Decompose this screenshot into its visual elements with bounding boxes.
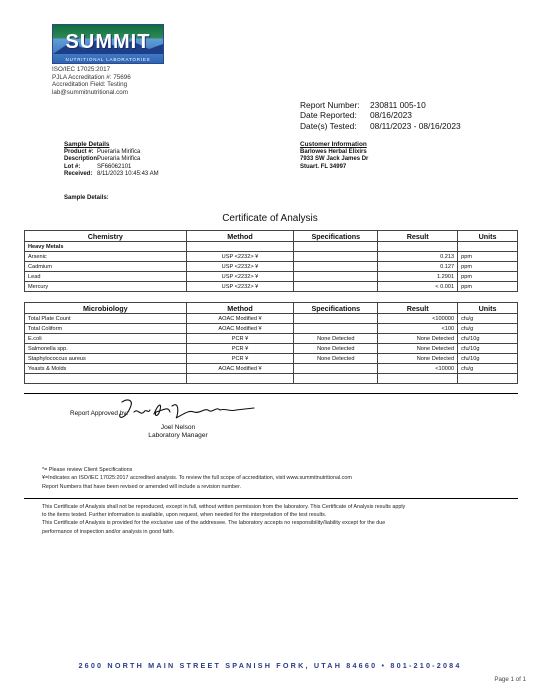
accreditation-info [52,66,131,96]
method-cell: AOAC Modified ¥ [186,314,294,324]
analyte-cell: Staphylococcus aureus [25,354,187,364]
result-cell: 1.2901 [378,272,458,282]
table-row [25,344,518,354]
method-cell: USP <2232> ¥ [186,272,294,282]
specifications-header: Specifications [294,303,378,314]
units-cell: ppm [458,262,518,272]
method-cell: USP <2232> ¥ [186,262,294,272]
report-number-label: Report Number: [300,100,360,110]
spec-cell [294,364,378,374]
method-header: Method [186,303,294,314]
chemistry-header-row [25,231,518,242]
table-row [25,262,518,272]
disclaimer-line: to the items tested. Further information is available, upon request, when needed for the interpretation of the test results. [42,512,327,519]
divider [24,393,518,394]
customer-info-title: Customer Information [300,141,367,148]
approver-name: Joel Nelson [160,424,196,431]
result-cell: <10000 [378,364,458,374]
microbiology-header: Microbiology [25,303,187,314]
analyte-cell: Cadmium [25,262,187,272]
method-cell: USP <2232> ¥ [186,282,294,292]
analyte-cell: Arsenic [25,252,187,262]
date-reported-label: Date Reported: [300,110,357,121]
result-cell: None Detected [378,344,458,354]
certificate-title: Certificate of Analysis [222,213,318,224]
table-row [25,364,518,374]
product-value: Pueraria Mirifica [97,148,141,155]
spec-cell: None Detected [294,354,378,364]
signature-image [114,396,264,426]
sample-details-title: Sample Details [64,141,110,148]
table-row [25,374,518,384]
chemistry-table [24,230,518,292]
analyte-cell: Lead [25,272,187,282]
units-cell: ppm [458,252,518,262]
spec-cell [294,324,378,334]
result-header: Result [378,303,458,314]
lab-email: lab@summitnutritional.com [52,88,129,96]
analyte-cell: Total Coliform [25,324,187,334]
lot-label: Lot #: [64,163,81,170]
microbiology-header-row [25,303,518,314]
page-number: Page 1 of 1 [494,676,526,683]
result-cell: <100000 [378,314,458,324]
description-label: Description: [64,156,100,163]
date-reported: 08/16/2023 [370,110,412,121]
analyte-cell: Yeasts & Molds [25,364,187,374]
disclaimer-line: This Certificate of Analysis is provided for the exclusive use of the addressee. The laboratory accepts no responsibility/liability except for the due [42,520,386,527]
description-value: Pueraria Mirifica [97,156,141,163]
result-cell: 0.213 [378,252,458,262]
received-value: 8/11/2023 10:45:43 AM [97,171,159,178]
spec-cell [294,262,378,272]
method-header: Method [186,231,294,242]
customer-name: Barlowes Herbal Elixirs [300,148,367,155]
logo-subtitle: NUTRITIONAL LABORATORIES [65,57,151,62]
approval-label: Report Approved by: [70,410,129,417]
spec-cell [294,314,378,324]
specifications-header: Specifications [294,231,378,242]
product-label: Product #: [64,148,94,155]
table-row [25,242,518,252]
units-header: Units [458,303,518,314]
approver-block [135,424,221,440]
notes [42,466,352,491]
chemistry-header: Chemistry [25,231,187,242]
report-number: 230811 005-10 [370,100,426,110]
report-info [300,100,461,131]
customer-info [300,141,368,171]
accreditation-line: Accreditation Field: Testing [52,81,128,89]
result-cell: 0.127 [378,262,458,272]
spec-cell: None Detected [294,344,378,354]
table-row [25,354,518,364]
method-cell: PCR ¥ [186,334,294,344]
table-row [25,252,518,262]
spec-cell [294,252,378,262]
spec-cell: None Detected [294,334,378,344]
dates-tested-label: Date(s) Tested: [300,120,357,131]
summit-logo [52,24,164,64]
note-line: *= Please review Client Specifications [42,467,133,473]
units-cell: cfu/g [458,364,518,374]
result-header: Result [378,231,458,242]
units-header: Units [458,231,518,242]
method-cell: AOAC Modified ¥ [186,324,294,334]
divider [24,498,518,499]
microbiology-table [24,302,518,384]
method-cell: PCR ¥ [186,344,294,354]
result-cell: <100 [378,324,458,334]
received-label: Received: [64,171,93,178]
logo-text: SUMMIT [65,31,151,53]
disclaimer-line: performance of inspection and/or analysis in good faith. [42,528,175,535]
lot-value: SF66062101 [97,163,132,170]
method-cell: PCR ¥ [186,354,294,364]
customer-address-line1: 7933 SW Jack James Dr [300,156,369,163]
customer-address-line2: Stuart. FL 34997 [300,163,347,170]
group-label: Heavy Metals [25,242,187,252]
analyte-cell: Total Plate Count [25,314,187,324]
analyte-cell: Mercury [25,282,187,292]
units-cell: cfu/g [458,324,518,334]
approver-title: Laboratory Manager [148,432,208,439]
result-cell: None Detected [378,354,458,364]
table-row [25,334,518,344]
table-row [25,282,518,292]
units-cell: cfu/g [458,314,518,324]
table-row [25,272,518,282]
analyte-cell: Salmonella spp. [25,344,187,354]
spec-cell [294,272,378,282]
sample-details-note-label: Sample Details: [64,195,109,201]
units-cell: ppm [458,272,518,282]
units-cell: ppm [458,282,518,292]
sample-details [64,141,159,179]
note-line: ¥=Indicates an ISO/IEC 17025:2017 accredited analysis. To review the full scope of accreditation, visit www.summitnutritional.com [42,475,352,482]
analyte-cell: E.coli [25,334,187,344]
footer-address: 2600 NORTH MAIN STREET SPANISH FORK, UTAH 84660 • 801-210-2084 [78,661,462,670]
result-cell: < 0.001 [378,282,458,292]
units-cell: cfu/10g [458,344,518,354]
accreditation-line: ISO/IEC 17025:2017 [52,66,111,73]
disclaimer [42,503,502,536]
note-line: Report Numbers that have been revised or amended will include a revision number. [42,483,241,490]
units-cell: cfu/10g [458,354,518,364]
units-cell: cfu/10g [458,334,518,344]
accreditation-line: PJLA Accreditation #: 75696 [52,73,131,81]
result-cell: None Detected [378,334,458,344]
method-cell: USP <2232> ¥ [186,252,294,262]
method-cell: AOAC Modified ¥ [186,364,294,374]
table-row [25,324,518,334]
dates-tested: 08/11/2023 - 08/16/2023 [370,120,461,131]
table-row [25,314,518,324]
spec-cell [294,282,378,292]
disclaimer-line: This Certificate of Analysis shall not be reproduced, except in full, without written permission from the laboratory. This Certificate of Analysis results apply [42,504,406,510]
